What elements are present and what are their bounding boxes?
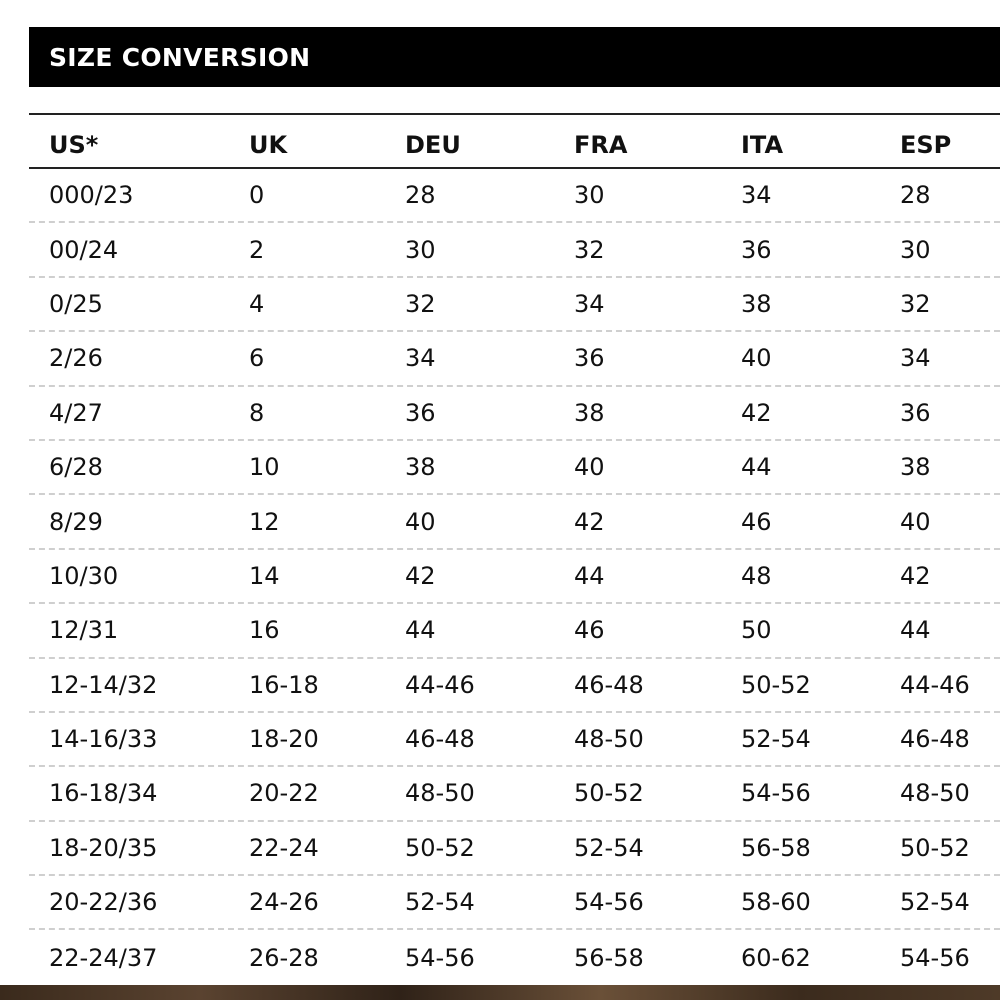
cell-uk: 18-20	[249, 725, 319, 754]
cell-uk: 8	[249, 398, 265, 427]
cell-ita: 56-58	[741, 833, 811, 862]
table-row	[29, 822, 1000, 876]
cell-fra: 40	[574, 453, 605, 482]
cell-deu: 48-50	[405, 779, 475, 808]
cell-fra: 36	[574, 344, 605, 373]
cell-ita: 36	[741, 235, 772, 264]
cell-esp: 40	[900, 507, 931, 536]
cell-ita: 50-52	[741, 670, 811, 699]
cell-us: 10/30	[49, 561, 119, 590]
cell-deu: 38	[405, 453, 436, 482]
cell-deu: 28	[405, 181, 436, 210]
table-row	[29, 930, 1000, 984]
cell-esp: 36	[900, 398, 931, 427]
cell-fra: 56-58	[574, 943, 644, 972]
table-row	[29, 169, 1000, 223]
cell-uk: 0	[249, 181, 265, 210]
cell-fra: 46	[574, 616, 605, 645]
cell-uk: 22-24	[249, 833, 319, 862]
cell-uk: 10	[249, 453, 280, 482]
cell-esp: 44	[900, 616, 931, 645]
table-row	[29, 223, 1000, 277]
cell-deu: 34	[405, 344, 436, 373]
table-row	[29, 550, 1000, 604]
cell-fra: 30	[574, 181, 605, 210]
cell-ita: 58-60	[741, 888, 811, 917]
cell-uk: 4	[249, 289, 265, 318]
cell-ita: 38	[741, 289, 772, 318]
cell-deu: 46-48	[405, 725, 475, 754]
cell-us: 6/28	[49, 453, 103, 482]
cell-fra: 50-52	[574, 779, 644, 808]
cell-deu: 42	[405, 561, 436, 590]
cell-ita: 52-54	[741, 725, 811, 754]
column-header-uk: UK	[249, 131, 288, 159]
cell-us: 16-18/34	[49, 779, 158, 808]
cell-deu: 52-54	[405, 888, 475, 917]
cell-fra: 54-56	[574, 888, 644, 917]
cell-deu: 54-56	[405, 943, 475, 972]
cell-esp: 30	[900, 235, 931, 264]
cell-esp: 46-48	[900, 725, 970, 754]
cell-fra: 48-50	[574, 725, 644, 754]
table-row	[29, 387, 1000, 441]
cell-uk: 20-22	[249, 779, 319, 808]
cell-deu: 50-52	[405, 833, 475, 862]
cell-esp: 38	[900, 453, 931, 482]
cell-esp: 54-56	[900, 943, 970, 972]
page-title: SIZE CONVERSION	[49, 42, 311, 72]
cell-deu: 44	[405, 616, 436, 645]
cell-fra: 52-54	[574, 833, 644, 862]
cell-us: 14-16/33	[49, 725, 158, 754]
table-header-row	[29, 115, 1000, 169]
cell-esp: 42	[900, 561, 931, 590]
column-header-ita: ITA	[741, 131, 784, 159]
cell-uk: 6	[249, 344, 265, 373]
column-header-us: US*	[49, 131, 99, 159]
cell-esp: 52-54	[900, 888, 970, 917]
column-header-esp: ESP	[900, 131, 952, 159]
cell-fra: 38	[574, 398, 605, 427]
cell-esp: 32	[900, 289, 931, 318]
table-row	[29, 278, 1000, 332]
cell-ita: 34	[741, 181, 772, 210]
cell-ita: 54-56	[741, 779, 811, 808]
cell-ita: 48	[741, 561, 772, 590]
cell-deu: 44-46	[405, 670, 475, 699]
cell-deu: 30	[405, 235, 436, 264]
cell-ita: 44	[741, 453, 772, 482]
cell-us: 12-14/32	[49, 670, 158, 699]
cell-fra: 32	[574, 235, 605, 264]
table-row	[29, 659, 1000, 713]
cell-us: 22-24/37	[49, 943, 158, 972]
cell-uk: 16	[249, 616, 280, 645]
cell-esp: 48-50	[900, 779, 970, 808]
cell-deu: 32	[405, 289, 436, 318]
cell-us: 12/31	[49, 616, 119, 645]
table-row	[29, 713, 1000, 767]
cell-uk: 14	[249, 561, 280, 590]
title-bar	[29, 27, 1000, 87]
table-row	[29, 876, 1000, 930]
cell-fra: 34	[574, 289, 605, 318]
column-header-fra: FRA	[574, 131, 628, 159]
cell-fra: 42	[574, 507, 605, 536]
cell-esp: 44-46	[900, 670, 970, 699]
table-row	[29, 495, 1000, 549]
cell-us: 00/24	[49, 235, 119, 264]
cell-fra: 46-48	[574, 670, 644, 699]
cell-uk: 12	[249, 507, 280, 536]
cell-uk: 24-26	[249, 888, 319, 917]
cell-ita: 42	[741, 398, 772, 427]
column-header-deu: DEU	[405, 131, 461, 159]
cell-esp: 28	[900, 181, 931, 210]
cell-us: 0/25	[49, 289, 103, 318]
cell-us: 2/26	[49, 344, 103, 373]
cell-ita: 60-62	[741, 943, 811, 972]
cell-uk: 2	[249, 235, 265, 264]
cell-us: 20-22/36	[49, 888, 158, 917]
table-row	[29, 332, 1000, 386]
cell-fra: 44	[574, 561, 605, 590]
cell-ita: 46	[741, 507, 772, 536]
cell-us: 4/27	[49, 398, 103, 427]
table-row	[29, 441, 1000, 495]
cell-esp: 34	[900, 344, 931, 373]
cell-uk: 26-28	[249, 943, 319, 972]
cell-ita: 50	[741, 616, 772, 645]
cell-us: 18-20/35	[49, 833, 158, 862]
cell-us: 000/23	[49, 181, 134, 210]
background-photo-strip	[0, 985, 1000, 1000]
table-row	[29, 604, 1000, 658]
size-conversion-table	[29, 115, 1000, 985]
cell-esp: 50-52	[900, 833, 970, 862]
cell-uk: 16-18	[249, 670, 319, 699]
cell-us: 8/29	[49, 507, 103, 536]
cell-ita: 40	[741, 344, 772, 373]
cell-deu: 40	[405, 507, 436, 536]
cell-deu: 36	[405, 398, 436, 427]
table-row	[29, 767, 1000, 821]
